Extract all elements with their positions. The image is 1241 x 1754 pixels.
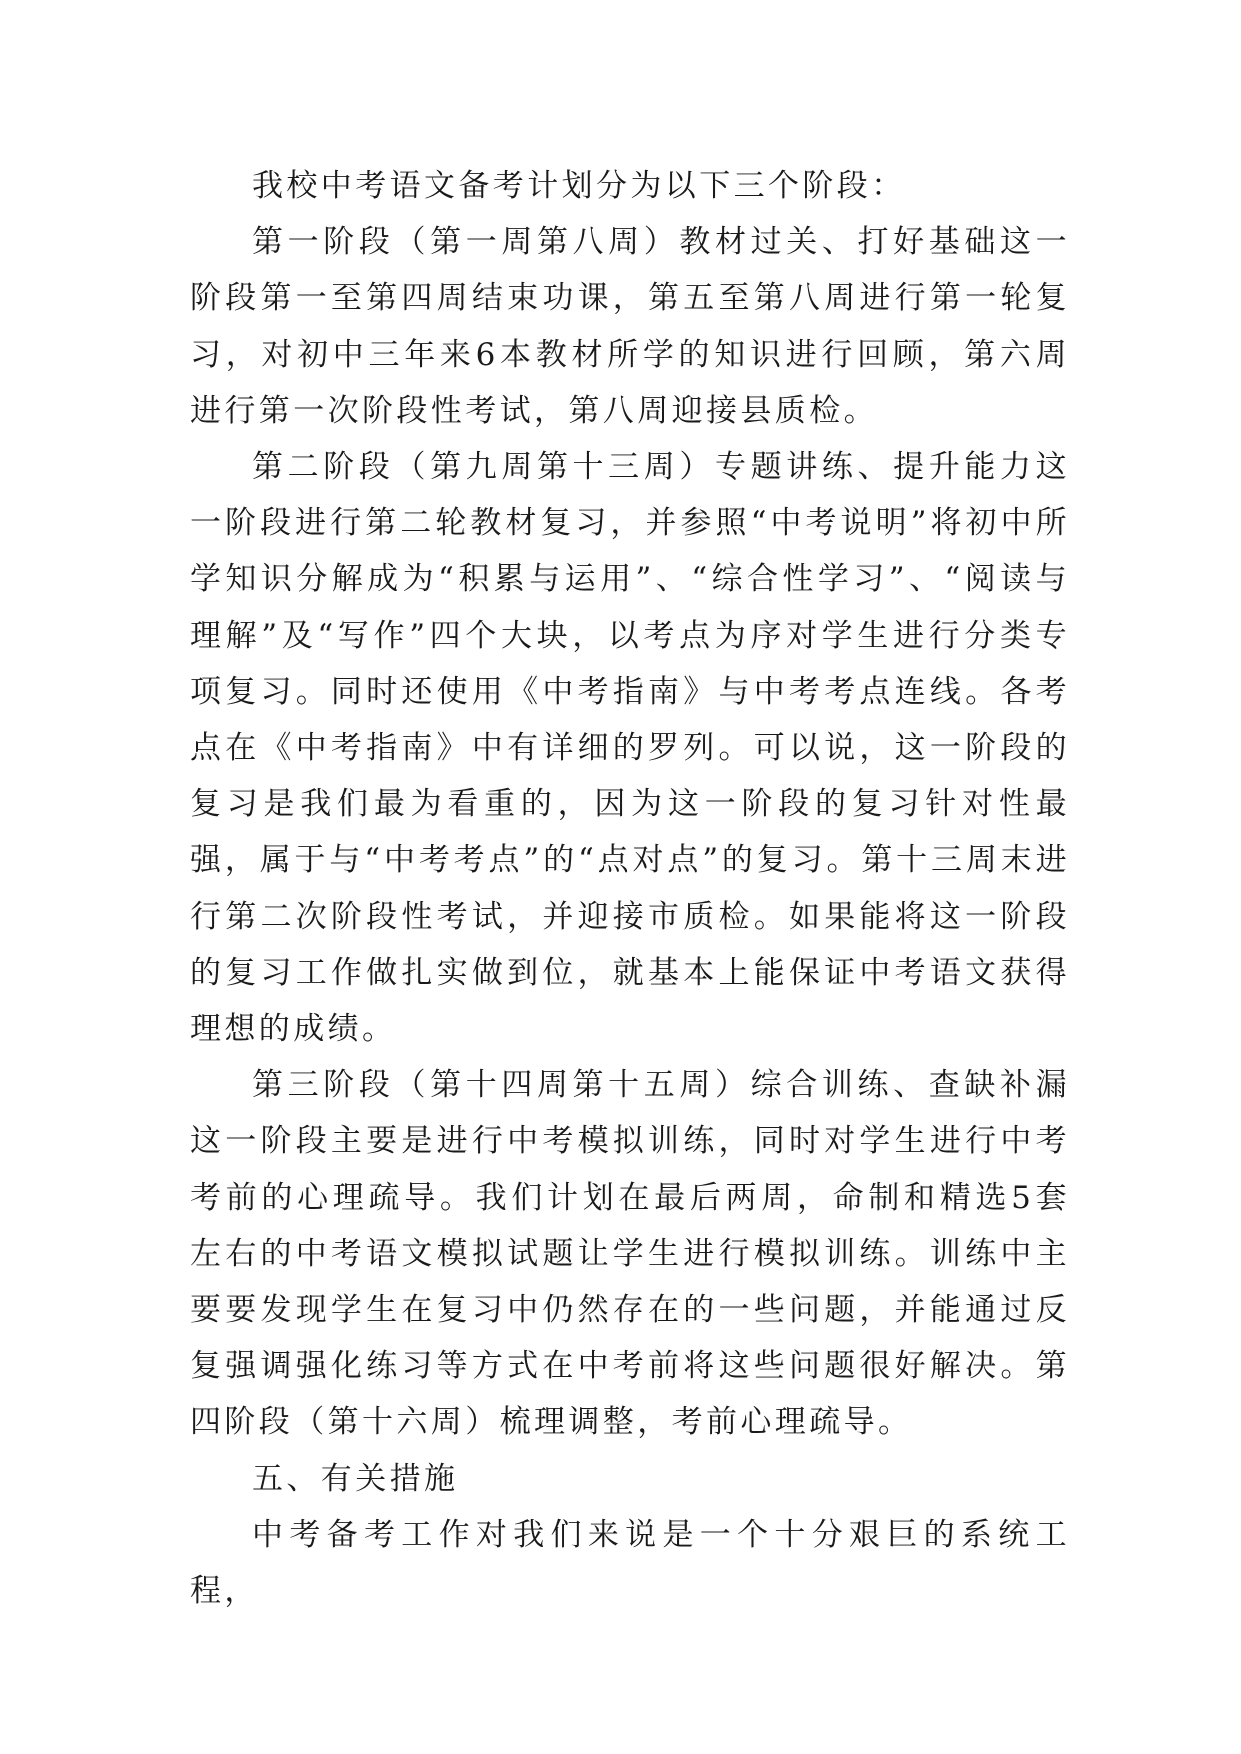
paragraph-stage-two: 第二阶段（第九周第十三周）专题讲练、提升能力这一阶段进行第二轮教材复习，并参照“中考说明”将初中所学知识分解成为“积累与运用”、“综合性学习”、“阅读与理解”及“写作”四个大块，以考点为序对学生进行分类专项复习。同时还使用《中考指南》与中考考点连线。各考点在《中考指南》中有详细的罗列。可以说，这一阶段的复习是我们最为看重的，因为这一阶段的复习针对性最强，属于与“中考考点”的“点对点”的复习。第十三周末进行第二次阶段性考试，并迎接市质检。如果能将这一阶段的复习工作做扎实做到位，就基本上能保证中考语文获得理想的成绩。 xyxy=(190,449,1070,1048)
section-heading-measures: 五、有关措施 xyxy=(252,1460,459,1497)
paragraph-stage-one: 第一阶段（第一周第八周）教材过关、打好基础这一阶段第一至第四周结束功课，第五至第八周进行第一轮复习，对初中三年来6本教材所学的知识进行回顾，第六周进行第一次阶段性考试，第八周迎接县质检。 xyxy=(190,224,1070,429)
document-body xyxy=(190,158,1070,1619)
paragraph-intro: 我校中考语文备考计划分为以下三个阶段： xyxy=(252,168,906,204)
paragraph-stage-three: 第三阶段（第十四周第十五周）综合训练、查缺补漏这一阶段主要是进行中考模拟训练，同时对学生进行中考考前的心理疏导。我们计划在最后两周，命制和精选5套左右的中考语文模拟试题让学生进行模拟训练。训练中主要要发现学生在复习中仍然存在的一些问题，并能通过反复强调强化练习等方式在中考前将这些问题很好解决。第四阶段（第十六周）梳理调整，考前心理疏导。 xyxy=(190,1067,1070,1441)
paragraph-measures-start: 中考备考工作对我们来说是一个十分艰巨的系统工程， xyxy=(190,1516,1070,1610)
